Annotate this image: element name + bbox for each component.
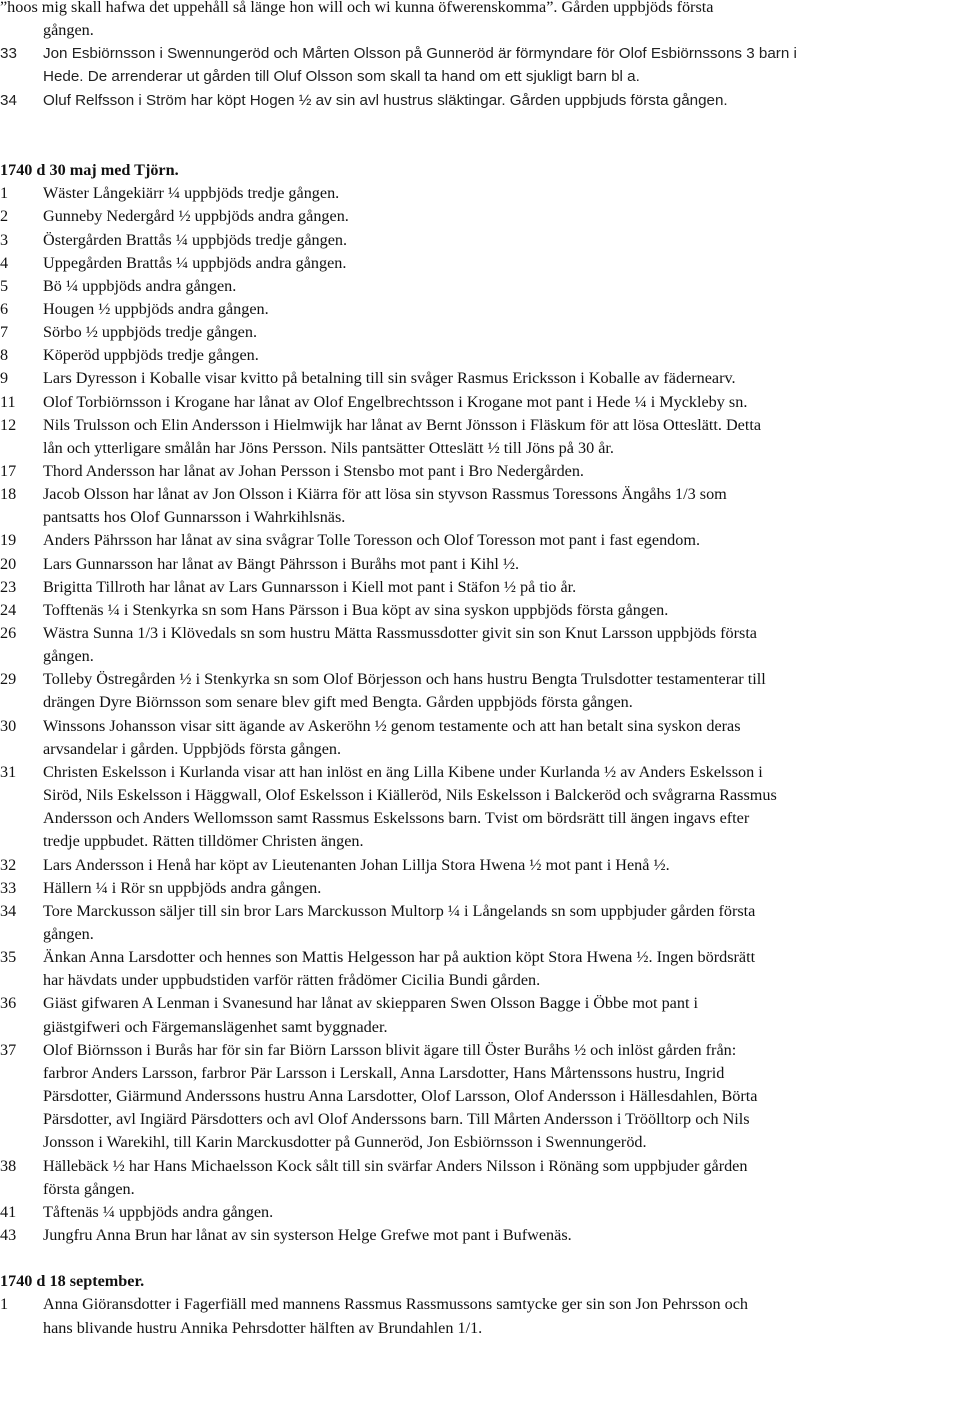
record-number: 33 (0, 878, 17, 897)
record-number: 12 (0, 415, 17, 434)
record-text-line: Hällebäck ½ har Hans Michaelsson Kock sålt till sin svärfar Anders Nilsson i Rönäng som uppbjuder gården (43, 1156, 748, 1175)
record-number: 17 (0, 462, 17, 480)
record-text-line: första gången. (43, 1179, 135, 1198)
section-heading: 1740 d 30 maj med Tjörn. (0, 161, 179, 180)
record-text-line: Christen Eskelsson i Kurlanda visar att han inlöst en äng Lilla Kibene under Kurlanda ½ av Anders Eskelsson i (43, 762, 763, 781)
record-text-line: Hällern ¼ i Rör sn uppbjöds andra gången. (43, 878, 322, 897)
record-text-line: Tolleby Östregården ½ i Stenkyrka sn som Olof Börjesson och hans hustru Bengta Trulsdotter testamenterar till (43, 670, 766, 689)
record-text-line: Östergården Brattås ¼ uppbjöds tredje gången. (43, 230, 348, 249)
record-text-line: Sörbo ½ uppbjöds tredje gången. (43, 323, 258, 342)
intro-line: gången. (43, 21, 94, 40)
record-text-line: hans blivande hustru Annika Pehrsdotter hälften av Brundahlen 1/1. (43, 1318, 483, 1337)
record-text-line: Jacob Olsson har lånat av Jon Olsson i Kiärra för att lösa sin styvson Rassmus Toressons Ängåhs 1/3 som (43, 485, 727, 504)
record-number: 24 (0, 600, 17, 619)
record-text-line: gången. (43, 924, 94, 943)
record-text-line: Oluf Relfsson i Ström har köpt Hogen ½ av sin avl hustrus släktingar. Gården uppbjuds första gången. (43, 91, 728, 109)
record-text-line: Wäster Långekiärr ¼ uppbjöds tredje gången. (43, 184, 340, 203)
record-number: 43 (0, 1225, 17, 1244)
record-text-line: Giäst gifwaren A Lenman i Svanesund har lånat av skiepparen Swen Olsson Bagge i Öbbe mot pant i (43, 994, 698, 1013)
record-number: 3 (0, 230, 9, 249)
record-text-line: Lars Dyresson i Koballe visar kvitto på betalning till sin svåger Rasmus Ericksson i Koballe av fädernearv. (43, 369, 736, 388)
record-text-line: Pärsdotter, Giärmund Anderssons hustru Anna Larsdotter, Olof Larsson, Olof Andersson i Hällesdahlen, Börta (43, 1087, 758, 1106)
record-text-line: Lars Gunnarsson har lånat av Bängt Pährsson i Buråhs mot pant i Kihl ½. (43, 554, 520, 573)
record-text-line: gången. (43, 647, 94, 666)
record-text-line: giästgifweri och Färgemanslägenhet samt byggnader. (43, 1017, 388, 1036)
record-text-line: Tore Marckusson säljer till sin bror Lars Marckusson Multorp ¼ i Långelands sn som uppbjuder gården första (43, 901, 756, 920)
record-number: 23 (0, 577, 17, 596)
record-number: 29 (0, 670, 17, 689)
record-number: 35 (0, 948, 17, 967)
intro-line: ”hoos mig skall hafwa det uppehåll så länge hon will och wi kunna öfwerenskomma”. Gården uppbjöds första (0, 0, 714, 16)
record-text-line: Tåftenäs ¼ uppbjöds andra gången. (43, 1202, 274, 1221)
record-number: 7 (0, 323, 9, 342)
record-text-line: Andersson och Anders Wellomsson samt Rassmus Eskelssons barn. Tvist om bördsrätt till ängen ingavs efter (43, 809, 750, 828)
record-text-line: Lars Andersson i Henå har köpt av Lieutenanten Johan Lillja Stora Hwena ½ mot pant i Henå ½. (43, 855, 670, 874)
record-text-line: tredje uppbudet. Rätten tilldömer Christen ängen. (43, 832, 364, 851)
record-text-line: har hävdats under uppbudstiden varför rätten frådömer Cicilia Bundi gården. (43, 971, 541, 990)
record-text-line: Jonsson i Warekihl, till Karin Marckusdotter på Gunneröd, Jon Esbiörnsson i Swennungeröd. (43, 1133, 647, 1152)
record-text-line: Siröd, Nils Eskelsson i Häggwall, Olof Eskelsson i Kiälleröd, Nils Eskelsson i Balckeröd och svågrarna Rassmus (43, 786, 777, 805)
record-text-line: Jungfru Anna Brun har lånat av sin systerson Helge Grefwe mot pant i Bufwenäs. (43, 1225, 572, 1244)
record-number: 41 (0, 1202, 17, 1221)
record-text-line: lån och ytterligare smålån har Jöns Persson. Nils pantsätter Otteslätt ½ till Jöns på 30 år. (43, 438, 614, 457)
record-number: 32 (0, 855, 17, 874)
record-text-line: Wästra Sunna 1/3 i Klövedals sn som hustru Mätta Rassmussdotter givit sin son Knut Larsson uppbjöds första (43, 624, 757, 643)
record-number: 36 (0, 994, 17, 1013)
record-number: 5 (0, 276, 9, 295)
record-number: 34 (0, 901, 17, 920)
record-number: 20 (0, 554, 17, 573)
record-text-line: pantsatts hos Olof Gunnarsson i Wahrkihlsnäs. (43, 508, 346, 527)
record-text-line: Bö ¼ uppbjöds andra gången. (43, 276, 237, 295)
record-number: 2 (0, 207, 9, 226)
record-number: 34 (0, 91, 17, 109)
record-text-line: Olof Biörnsson i Burås har för sin far Biörn Larsson blivit ägare till Öster Buråhs ½ och inlöst gården från: (43, 1040, 737, 1059)
record-text-line: drängen Dyre Biörnsson som senare blev gift med Bengta. Gården uppbjöds första gången. (43, 693, 633, 712)
record-number: 26 (0, 624, 17, 643)
record-number: 9 (0, 369, 9, 388)
record-text-line: Hougen ½ uppbjöds andra gången. (43, 299, 269, 318)
record-text-line: Uppegården Brattås ¼ uppbjöds andra gången. (43, 253, 347, 272)
record-text-line: Köperöd uppbjöds tredje gången. (43, 346, 259, 365)
record-text-line: Pärsdotter, avl Ingiärd Pärsdotters och avl Olof Anderssons barn. Till Mårten Andersson i Tröölltorp och Nils (43, 1110, 750, 1129)
record-text-line: Thord Andersson har lånat av Johan Persson i Stensbo mot pant i Bro Nedergården. (43, 462, 584, 480)
record-text-line: Nils Trulsson och Elin Andersson i Hielmwijk har lånat av Bernt Jönsson i Fläskum för att lösa Otteslätt. Detta (43, 415, 762, 434)
record-text-line: Brigitta Tillroth har lånat av Lars Gunnarsson i Kiell mot pant i Stäfon ½ på tio år. (43, 577, 577, 596)
record-text-line: Olof Torbiörnsson i Krogane har lånat av Olof Engelbrechtsson i Krogane mot pant i Hede ¼ i Myckleby sn. (43, 392, 748, 411)
record-text-line: Anders Pährsson har lånat av sina svågrar Tolle Toresson och Olof Toresson mot pant i fast egendom. (43, 531, 701, 550)
record-number: 4 (0, 253, 9, 272)
record-number: 1 (0, 184, 9, 203)
section-heading: 1740 d 18 september. (0, 1272, 145, 1291)
record-number: 37 (0, 1040, 17, 1059)
record-number: 11 (0, 392, 16, 411)
record-number: 8 (0, 346, 9, 365)
record-text-line: Änkan Anna Larsdotter och hennes son Mattis Helgesson har på auktion köpt Stora Hwena ½. Ingen bördsrätt (43, 948, 756, 967)
record-number: 31 (0, 762, 17, 781)
record-text-line: arvsandelar i gården. Uppbjöds första gången. (43, 739, 342, 758)
record-number: 1 (0, 1295, 9, 1314)
record-number: 38 (0, 1156, 17, 1175)
record-text-line: Jon Esbiörnsson i Swennungeröd och Mårten Olsson på Gunneröd är förmyndare för Olof Esbiörnssons 3 barn i (43, 45, 797, 63)
record-number: 6 (0, 299, 9, 318)
record-number: 30 (0, 716, 17, 735)
record-text-line: Tofftenäs ¼ i Stenkyrka sn som Hans Pärsson i Bua köpt av sina syskon uppbjöds första gången. (43, 600, 669, 619)
record-number: 18 (0, 485, 17, 504)
record-text-line: Hede. De arrenderar ut gården till Oluf Olsson som skall ta hand om ett sjukligt barn bl a. (43, 68, 640, 86)
record-number: 33 (0, 45, 17, 63)
record-text-line: Gunneby Nedergård ½ uppbjöds andra gången. (43, 207, 349, 226)
record-text-line: Anna Giöransdotter i Fagerfiäll med mannens Rassmus Rassmussons samtycke ger sin son Jon Pehrsson och (43, 1295, 748, 1314)
record-text-line: farbror Anders Larsson, farbror Pär Larsson i Lerskall, Anna Larsdotter, Hans Mårtenssons hustru, Ingrid (43, 1063, 725, 1082)
record-text-line: Winssons Johansson visar sitt ägande av Askeröhn ½ genom testamente och att han betalt sina syskon deras (43, 716, 741, 735)
record-number: 19 (0, 531, 17, 550)
